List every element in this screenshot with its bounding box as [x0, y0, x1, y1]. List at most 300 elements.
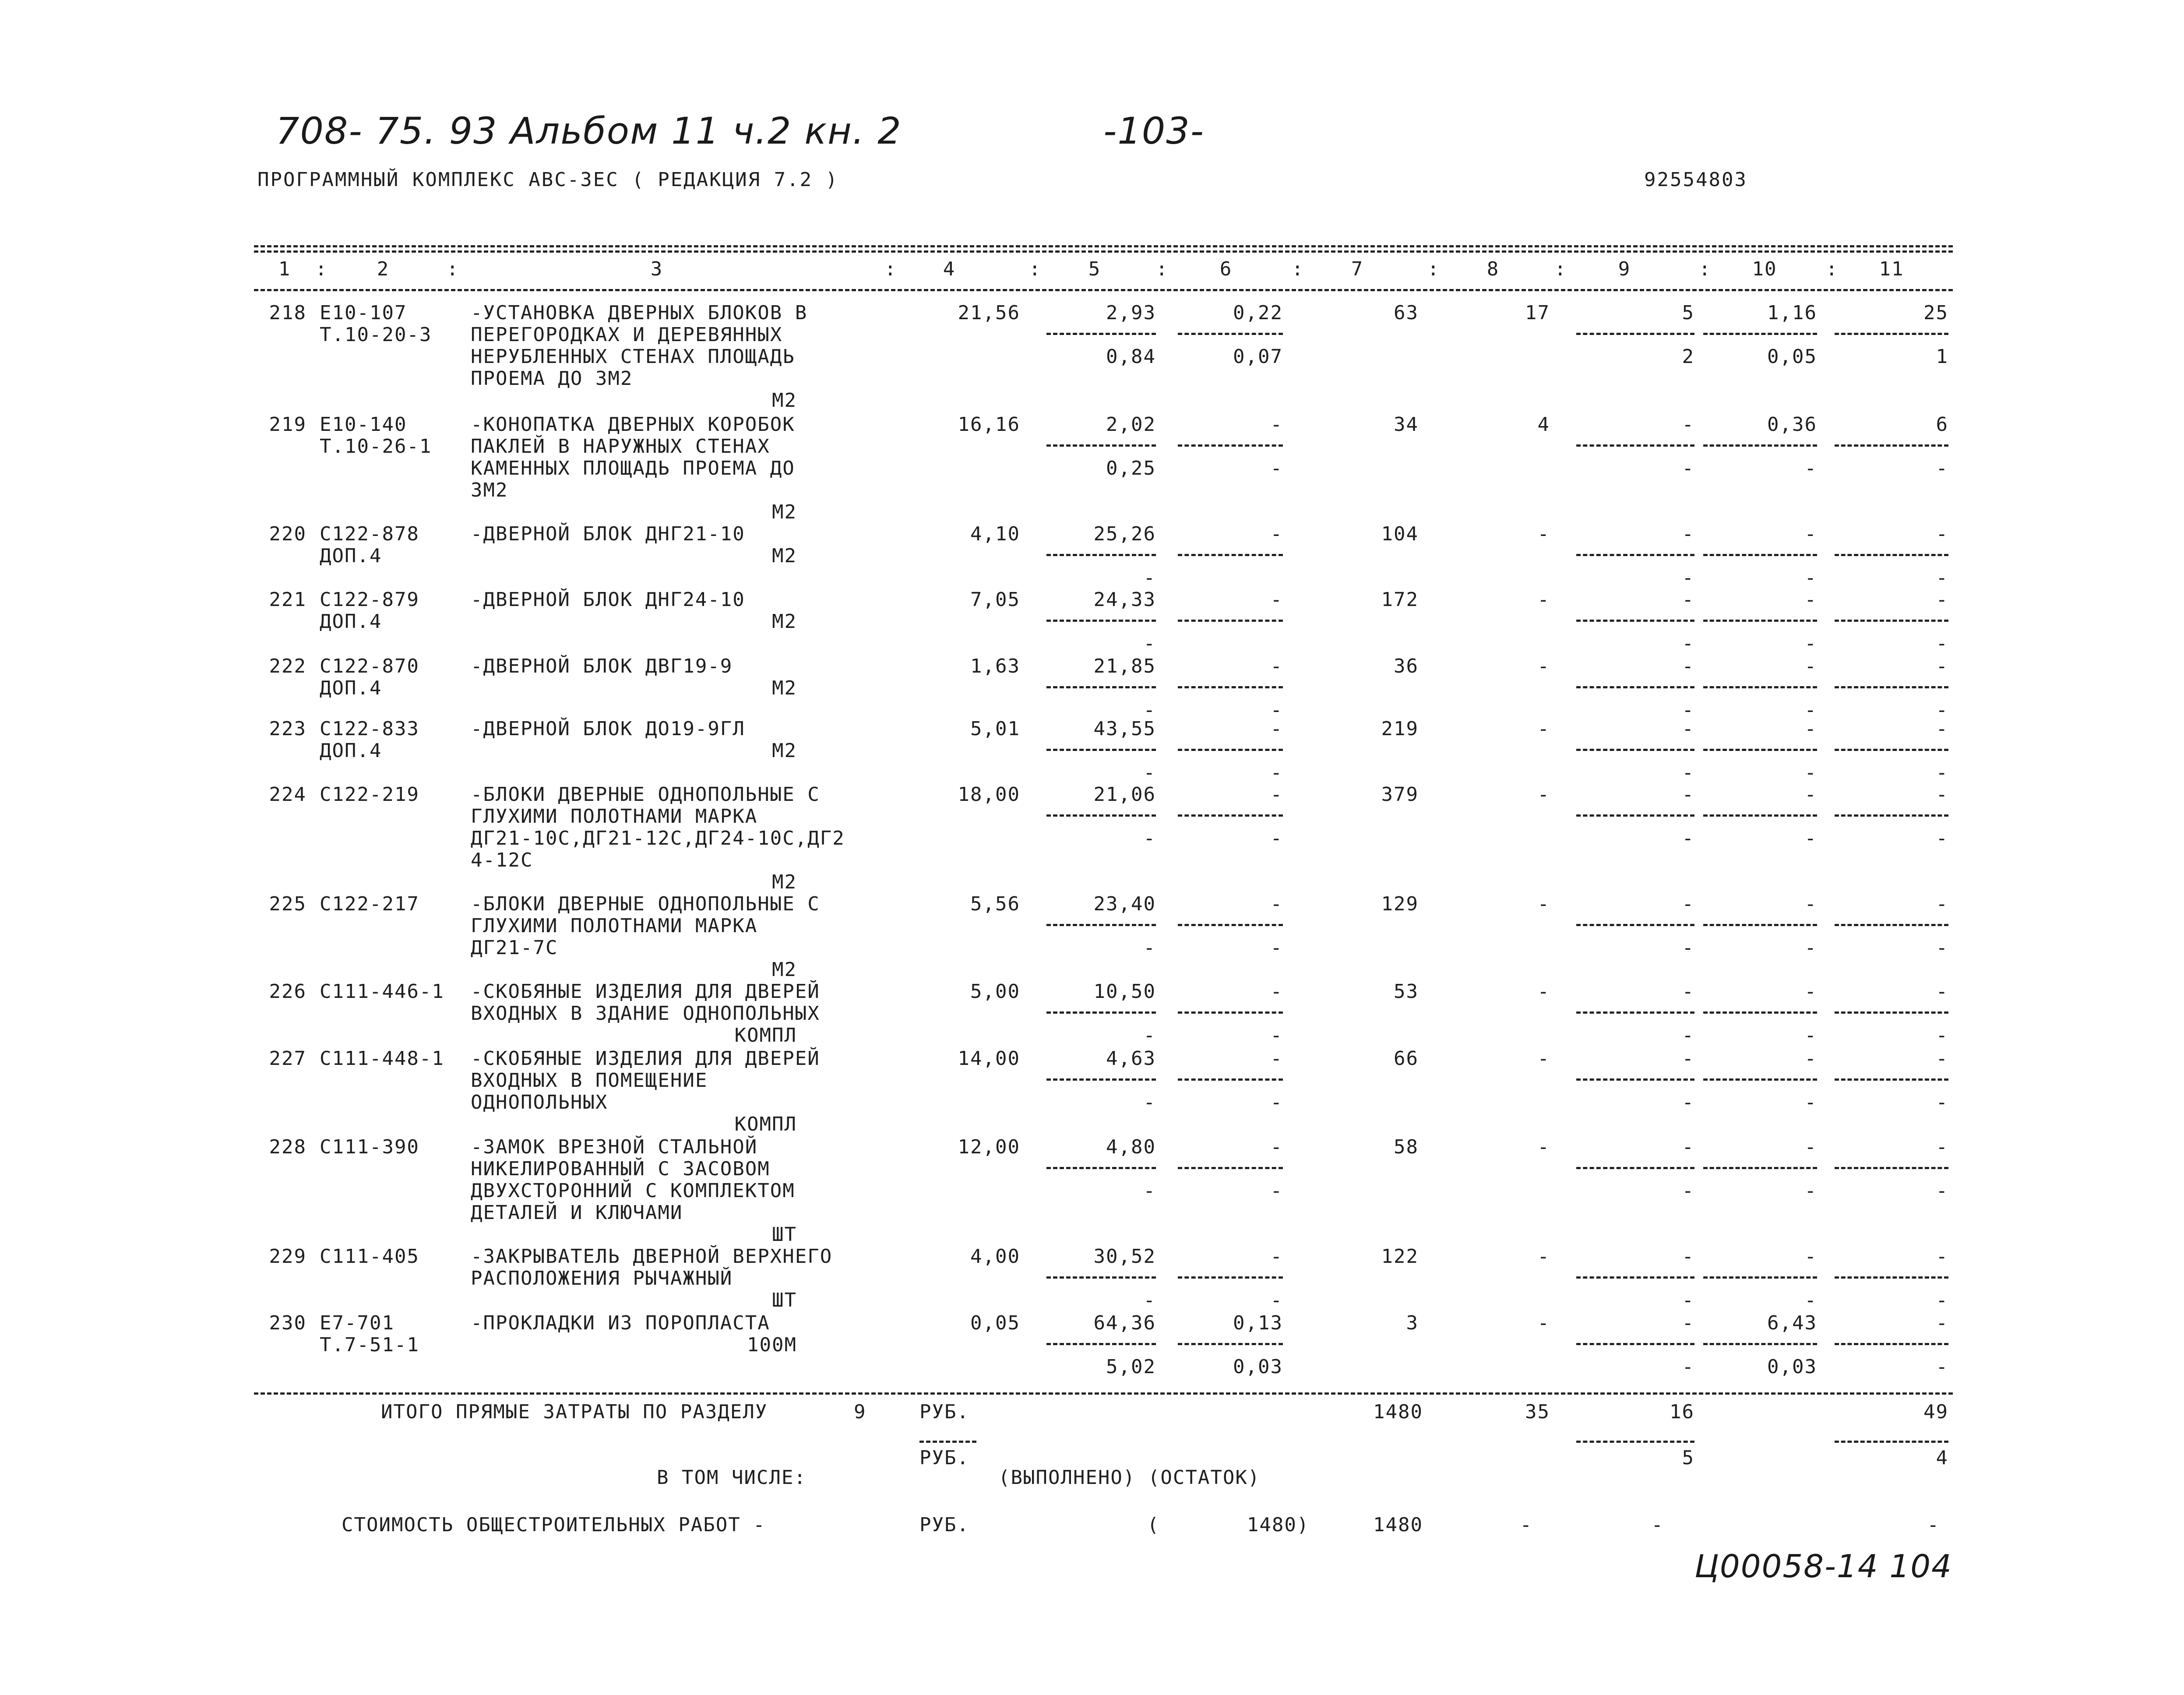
row-code: Т.7-51-1: [320, 1334, 419, 1356]
row-c11-top: 6: [1936, 413, 1948, 436]
cell-divider-dash: [1576, 1343, 1694, 1345]
row-c9-top: -: [1682, 655, 1694, 677]
row-c6-top: -: [1270, 523, 1283, 545]
row-c6-bottom: 0,03: [1233, 1356, 1283, 1378]
column-header-7: 7: [1351, 258, 1364, 280]
cell-divider-dash: [1178, 620, 1283, 622]
row-col8: -: [1537, 718, 1550, 740]
row-c6-top: -: [1270, 1047, 1283, 1070]
row-description: ПЕРЕГОРОДКАХ И ДЕРЕВЯННЫХ: [471, 324, 783, 346]
row-unit: КОМПЛ: [734, 1024, 797, 1047]
row-c5-bottom: -: [1143, 632, 1156, 655]
row-c9-bottom: -: [1682, 699, 1694, 721]
row-c6-top: -: [1270, 655, 1283, 677]
cell-divider-dash: [1703, 924, 1817, 926]
row-c10-top: -: [1804, 655, 1817, 677]
row-code: ДОП.4: [320, 740, 382, 762]
row-c6-top: -: [1270, 718, 1283, 740]
general-construction-paren: ( 1480): [1147, 1514, 1310, 1536]
general-construction-cost-label: СТОИМОСТЬ ОБЩЕСТРОИТЕЛЬНЫХ РАБОТ -: [342, 1514, 766, 1536]
row-c6-bottom: 0,07: [1233, 345, 1283, 368]
row-c6-bottom: -: [1270, 761, 1283, 784]
row-c6-top: 0,13: [1233, 1312, 1283, 1334]
column-header-3: 3: [650, 258, 663, 280]
row-c10-top: -: [1804, 523, 1817, 545]
row-col8: -: [1537, 655, 1550, 677]
cell-divider-dash: [1835, 620, 1948, 622]
cell-divider-dash: [1835, 1078, 1948, 1081]
row-quantity: 4,10: [970, 523, 1020, 545]
row-col7: 379: [1381, 783, 1419, 806]
cell-divider-dash: [1703, 1276, 1817, 1279]
row-unit: М2: [772, 545, 797, 567]
row-c11-top: -: [1936, 1047, 1948, 1070]
row-description: ВХОДНЫХ В ПОМЕЩЕНИЕ: [471, 1069, 708, 1092]
row-code: С122-870: [320, 655, 419, 677]
cell-divider-dash: [1046, 1276, 1156, 1279]
row-code: С122-878: [320, 523, 419, 545]
table-header-bottom-rule: [254, 289, 1953, 291]
column-header-separator: :: [447, 258, 459, 280]
row-c11-top: -: [1936, 1312, 1948, 1334]
row-code: С122-219: [320, 783, 419, 806]
row-col8: 17: [1525, 302, 1550, 324]
row-c6-top: -: [1270, 1245, 1283, 1268]
row-c5-top: 21,85: [1093, 655, 1156, 677]
row-c5-bottom: -: [1143, 1289, 1156, 1311]
row-c9-top: 5: [1682, 302, 1694, 324]
row-c5-top: 4,63: [1106, 1047, 1156, 1070]
row-c11-bottom: -: [1936, 567, 1948, 589]
row-c5-bottom: -: [1143, 937, 1156, 959]
cell-divider-dash: [1576, 620, 1694, 622]
row-quantity: 4,00: [970, 1245, 1020, 1268]
cell-divider-dash: [1046, 620, 1156, 622]
cell-divider-dash: [1835, 686, 1948, 688]
row-c5-bottom: -: [1143, 567, 1156, 589]
cell-divider-dash: [1835, 749, 1948, 751]
cell-divider-dash: [1046, 554, 1156, 556]
row-c11-bottom: -: [1936, 457, 1948, 479]
row-c5-top: 2,93: [1106, 302, 1156, 324]
row-c6-bottom: -: [1270, 937, 1283, 959]
cell-divider-dash: [1046, 924, 1156, 926]
row-c10-top: -: [1804, 1047, 1817, 1070]
general-construction-col9: -: [1651, 1514, 1664, 1536]
row-description: 3М2: [471, 479, 508, 501]
row-c10-bottom: -: [1804, 827, 1817, 849]
row-c11-bottom: -: [1936, 761, 1948, 784]
column-header-separator: :: [1427, 258, 1440, 280]
row-c9-top: -: [1682, 1047, 1694, 1070]
row-c6-bottom: -: [1270, 699, 1283, 721]
row-unit: М2: [772, 677, 797, 699]
row-c9-bottom: -: [1682, 567, 1694, 589]
totals-line2-col11: 4: [1936, 1447, 1948, 1469]
row-c9-bottom: 2: [1682, 345, 1694, 368]
row-quantity: 0,05: [970, 1312, 1020, 1334]
row-c9-top: -: [1682, 1312, 1694, 1334]
row-quantity: 1,63: [970, 655, 1020, 677]
row-quantity: 21,56: [958, 302, 1020, 324]
cell-divider-dash: [1835, 444, 1948, 447]
row-unit: М2: [772, 610, 797, 633]
cell-divider-dash: [1835, 1011, 1948, 1014]
row-c6-top: -: [1270, 783, 1283, 806]
row-c10-bottom: -: [1804, 1180, 1817, 1202]
row-code: С111-446-1: [320, 980, 444, 1003]
row-c11-bottom: -: [1936, 632, 1948, 655]
row-unit: М2: [772, 959, 797, 981]
totals-col8: 35: [1525, 1401, 1550, 1423]
row-code: С111-448-1: [320, 1047, 444, 1070]
row-c11-bottom: -: [1936, 1091, 1948, 1114]
row-description: РАСПОЛОЖЕНИЯ РЫЧАЖНЫЙ: [471, 1267, 733, 1290]
row-c9-bottom: -: [1682, 1356, 1694, 1378]
cell-divider-dash: [1576, 814, 1694, 817]
row-c9-top: -: [1682, 588, 1694, 611]
section-end-rule: [254, 1392, 1953, 1395]
cell-divider-dash: [1178, 749, 1283, 751]
totals-line2-currency: РУБ.: [919, 1447, 969, 1469]
row-col8: -: [1537, 1245, 1550, 1268]
row-c9-bottom: -: [1682, 761, 1694, 784]
row-col7: 58: [1394, 1136, 1419, 1158]
row-unit: М2: [772, 501, 797, 523]
cell-divider-dash: [1046, 814, 1156, 817]
cell-divider-dash: [1178, 814, 1283, 817]
row-c11-top: -: [1936, 1136, 1948, 1158]
row-c6-top: -: [1270, 893, 1283, 915]
row-c5-bottom: -: [1143, 1180, 1156, 1202]
cell-divider-dash: [1835, 814, 1948, 817]
row-c6-bottom: -: [1270, 457, 1283, 479]
row-c11-bottom: -: [1936, 1356, 1948, 1378]
row-code: С122-217: [320, 893, 419, 915]
column-header-2: 2: [377, 258, 390, 280]
row-c9-bottom: -: [1682, 1289, 1694, 1311]
row-col7: 3: [1406, 1312, 1419, 1334]
row-code: С111-390: [320, 1136, 419, 1158]
general-construction-currency: РУБ.: [919, 1514, 969, 1536]
cell-divider-dash: [1178, 1167, 1283, 1169]
row-quantity: 5,56: [970, 893, 1020, 915]
cell-divider-dash: [1178, 1276, 1283, 1279]
row-description: НЕРУБЛЕННЫХ СТЕНАХ ПЛОЩАДЬ: [471, 345, 795, 368]
row-c5-bottom: -: [1143, 761, 1156, 784]
row-description: -ЗАМОК ВРЕЗНОЙ СТАЛЬНОЙ: [471, 1136, 758, 1158]
row-c9-top: -: [1682, 1136, 1694, 1158]
row-number: 219: [269, 413, 306, 436]
row-unit: М2: [772, 871, 797, 893]
row-description: ДВУХСТОРОННИЙ С КОМПЛЕКТОМ: [471, 1180, 795, 1202]
row-c6-top: -: [1270, 413, 1283, 436]
cell-divider-dash: [1046, 749, 1156, 751]
row-code: С122-879: [320, 588, 419, 611]
cell-divider-dash: [1178, 924, 1283, 926]
row-c10-top: -: [1804, 893, 1817, 915]
row-c10-top: -: [1804, 1245, 1817, 1268]
row-unit: ШТ: [772, 1223, 797, 1246]
column-header-separator: :: [884, 258, 897, 280]
column-header-separator: :: [1029, 258, 1042, 280]
row-number: 225: [269, 893, 306, 915]
totals-col11-dash: [1835, 1441, 1948, 1443]
cell-divider-dash: [1703, 1011, 1817, 1014]
row-c11-top: 25: [1923, 302, 1948, 324]
column-header-5: 5: [1088, 258, 1101, 280]
cell-divider-dash: [1046, 686, 1156, 688]
row-col8: -: [1537, 588, 1550, 611]
row-description: ГЛУХИМИ ПОЛОТНАМИ МАРКА: [471, 805, 758, 828]
totals-col11: 49: [1923, 1401, 1948, 1423]
cell-divider-dash: [1835, 1167, 1948, 1169]
row-description: ПАКЛЕЙ В НАРУЖНЫХ СТЕНАХ: [471, 435, 770, 458]
row-c6-top: -: [1270, 588, 1283, 611]
column-header-9: 9: [1618, 258, 1631, 280]
row-c5-bottom: 0,25: [1106, 457, 1156, 479]
row-col7: 122: [1381, 1245, 1419, 1268]
cell-divider-dash: [1576, 1078, 1694, 1081]
row-c6-top: -: [1270, 1136, 1283, 1158]
row-c5-bottom: -: [1143, 699, 1156, 721]
row-unit: М2: [772, 740, 797, 762]
row-number: 221: [269, 588, 306, 611]
row-col7: 172: [1381, 588, 1419, 611]
row-c5-top: 2,02: [1106, 413, 1156, 436]
row-description: -ДВЕРНОЙ БЛОК ДНГ21-10: [471, 523, 745, 545]
row-code: Т.10-26-1: [320, 435, 432, 458]
row-c10-bottom: -: [1804, 1289, 1817, 1311]
cell-divider-dash: [1835, 1276, 1948, 1279]
row-c11-top: -: [1936, 523, 1948, 545]
row-c5-top: 43,55: [1093, 718, 1156, 740]
general-construction-col8: -: [1520, 1514, 1532, 1536]
handwritten-footer-note: Ц00058-14 104: [1694, 1548, 1952, 1585]
cell-divider-dash: [1178, 1011, 1283, 1014]
column-header-4: 4: [943, 258, 956, 280]
row-c9-top: -: [1682, 1245, 1694, 1268]
cell-divider-dash: [1703, 1078, 1817, 1081]
totals-col9: 16: [1670, 1401, 1694, 1423]
row-c11-bottom: -: [1936, 699, 1948, 721]
cell-divider-dash: [1703, 814, 1817, 817]
row-col7: 219: [1381, 718, 1419, 740]
row-col7: 104: [1381, 523, 1419, 545]
row-c5-top: 64,36: [1093, 1312, 1156, 1334]
column-header-separator: :: [1826, 258, 1839, 280]
row-c9-top: -: [1682, 718, 1694, 740]
row-c10-bottom: 0,03: [1767, 1356, 1817, 1378]
cell-divider-dash: [1703, 333, 1817, 335]
row-c10-bottom: 0,05: [1767, 345, 1817, 368]
cell-divider-dash: [1576, 686, 1694, 688]
row-number: 220: [269, 523, 306, 545]
row-c9-bottom: -: [1682, 937, 1694, 959]
row-description: НИКЕЛИРОВАННЫЙ С ЗАСОВОМ: [471, 1158, 770, 1180]
row-c11-top: -: [1936, 783, 1948, 806]
row-number: 218: [269, 302, 306, 324]
row-number: 224: [269, 783, 306, 806]
column-header-separator: :: [1699, 258, 1712, 280]
row-code: ДОП.4: [320, 677, 382, 699]
row-description: ВХОДНЫХ В ЗДАНИЕ ОДНОПОЛЬНЫХ: [471, 1002, 820, 1025]
column-header-1: 1: [278, 258, 291, 280]
row-c5-bottom: -: [1143, 1024, 1156, 1047]
row-c10-bottom: -: [1804, 1091, 1817, 1114]
row-description: -БЛОКИ ДВЕРНЫЕ ОДНОПОЛЬНЫЕ С: [471, 783, 820, 806]
cell-divider-dash: [1835, 1343, 1948, 1345]
row-c11-top: -: [1936, 893, 1948, 915]
cell-divider-dash: [1046, 1167, 1156, 1169]
row-c5-top: 23,40: [1093, 893, 1156, 915]
row-c10-top: -: [1804, 1136, 1817, 1158]
cell-divider-dash: [1046, 1078, 1156, 1081]
row-description: -ДВЕРНОЙ БЛОК ДНГ24-10: [471, 588, 745, 611]
row-c9-top: -: [1682, 980, 1694, 1003]
row-code: Е10-107: [320, 302, 407, 324]
row-description: -ДВЕРНОЙ БЛОК ДО19-9ГЛ: [471, 718, 745, 740]
row-c11-top: -: [1936, 718, 1948, 740]
row-code: ДОП.4: [320, 610, 382, 633]
cell-divider-dash: [1576, 444, 1694, 447]
document-id: 92554803: [1644, 169, 1747, 191]
row-number: 229: [269, 1245, 306, 1268]
row-c10-bottom: -: [1804, 699, 1817, 721]
row-quantity: 12,00: [958, 1136, 1020, 1158]
row-quantity: 14,00: [958, 1047, 1020, 1070]
totals-currency: РУБ.: [919, 1401, 969, 1423]
row-c9-top: -: [1682, 893, 1694, 915]
row-c5-bottom: -: [1143, 827, 1156, 849]
row-unit: М2: [772, 389, 797, 412]
row-col7: 129: [1381, 893, 1419, 915]
row-code: Е10-140: [320, 413, 407, 436]
cell-divider-dash: [1576, 1276, 1694, 1279]
cell-divider-dash: [1835, 554, 1948, 556]
cell-divider-dash: [1576, 554, 1694, 556]
row-c9-bottom: -: [1682, 457, 1694, 479]
row-c9-bottom: -: [1682, 1091, 1694, 1114]
cell-divider-dash: [1178, 554, 1283, 556]
row-quantity: 5,01: [970, 718, 1020, 740]
row-c9-bottom: -: [1682, 827, 1694, 849]
row-c10-top: 0,36: [1767, 413, 1817, 436]
row-col8: -: [1537, 980, 1550, 1003]
row-c6-bottom: -: [1270, 827, 1283, 849]
row-description: ПРОЕМА ДО 3М2: [471, 367, 633, 390]
general-construction-col11: -: [1927, 1514, 1940, 1536]
row-c11-top: -: [1936, 655, 1948, 677]
row-description: -УСТАНОВКА ДВЕРНЫХ БЛОКОВ В: [471, 302, 808, 324]
row-description: -СКОБЯНЫЕ ИЗДЕЛИЯ ДЛЯ ДВЕРЕЙ: [471, 980, 820, 1003]
row-description: 4-12С: [471, 849, 533, 871]
row-c10-bottom: -: [1804, 1024, 1817, 1047]
totals-col9-dash: [1576, 1441, 1694, 1443]
row-c10-bottom: -: [1804, 567, 1817, 589]
row-col7: 36: [1394, 655, 1419, 677]
row-quantity: 5,00: [970, 980, 1020, 1003]
row-quantity: 18,00: [958, 783, 1020, 806]
cell-divider-dash: [1576, 333, 1694, 335]
row-description: -СКОБЯНЫЕ ИЗДЕЛИЯ ДЛЯ ДВЕРЕЙ: [471, 1047, 820, 1070]
row-description: ДГ21-10С,ДГ21-12С,ДГ24-10С,ДГ2: [471, 827, 845, 849]
row-col8: -: [1537, 893, 1550, 915]
cell-divider-dash: [1835, 924, 1948, 926]
totals-section-number: 9: [854, 1401, 867, 1423]
totals-line2-col9: 5: [1682, 1447, 1694, 1469]
row-c6-bottom: -: [1270, 1289, 1283, 1311]
row-c9-top: -: [1682, 523, 1694, 545]
cell-divider-dash: [1178, 686, 1283, 688]
row-description: ДГ21-7С: [471, 937, 558, 959]
page-number: -103-: [1103, 109, 1205, 152]
row-quantity: 16,16: [958, 413, 1020, 436]
general-construction-col7: 1480: [1373, 1514, 1423, 1536]
row-description: ОДНОПОЛЬНЫХ: [471, 1091, 608, 1114]
row-c6-bottom: -: [1270, 1180, 1283, 1202]
cell-divider-dash: [1576, 1011, 1694, 1014]
row-c11-top: -: [1936, 1245, 1948, 1268]
row-description: -БЛОКИ ДВЕРНЫЕ ОДНОПОЛЬНЫЕ С: [471, 893, 820, 915]
cell-divider-dash: [1046, 1011, 1156, 1014]
cell-divider-dash: [1576, 924, 1694, 926]
row-c5-bottom: -: [1143, 1091, 1156, 1114]
row-c5-bottom: 5,02: [1106, 1356, 1156, 1378]
table-top-rule: [254, 245, 1953, 247]
row-c9-bottom: -: [1682, 1180, 1694, 1202]
row-c6-bottom: -: [1270, 1091, 1283, 1114]
row-col7: 63: [1394, 302, 1419, 324]
cell-divider-dash: [1703, 1343, 1817, 1345]
handwritten-doc-code: 708- 75. 93 Альбом 11 ч.2 кн. 2: [276, 109, 902, 152]
row-c10-top: -: [1804, 783, 1817, 806]
cell-divider-dash: [1703, 444, 1817, 447]
cell-divider-dash: [1178, 1343, 1283, 1345]
row-description: -ДВЕРНОЙ БЛОК ДВГ19-9: [471, 655, 733, 677]
cell-divider-dash: [1703, 620, 1817, 622]
row-c10-bottom: -: [1804, 632, 1817, 655]
row-c9-top: -: [1682, 783, 1694, 806]
column-header-8: 8: [1487, 258, 1500, 280]
row-col7: 34: [1394, 413, 1419, 436]
row-col8: -: [1537, 783, 1550, 806]
row-c11-bottom: -: [1936, 1180, 1948, 1202]
row-code: С111-405: [320, 1245, 419, 1268]
column-header-separator: :: [1554, 258, 1567, 280]
row-c9-bottom: -: [1682, 1024, 1694, 1047]
column-header-separator: :: [315, 258, 328, 280]
row-col8: 4: [1537, 413, 1550, 436]
row-code: ДОП.4: [320, 545, 382, 567]
row-quantity: 7,05: [970, 588, 1020, 611]
in-that-number-label: В ТОМ ЧИСЛЕ:: [657, 1466, 807, 1489]
totals-currency-dash: [919, 1441, 976, 1443]
done-rest-label: (ВЫПОЛНЕНО) (ОСТАТОК): [998, 1466, 1261, 1489]
row-description: -ЗАКРЫВАТЕЛЬ ДВЕРНОЙ ВЕРХНЕГО: [471, 1245, 833, 1268]
cell-divider-dash: [1703, 749, 1817, 751]
row-c5-top: 10,50: [1093, 980, 1156, 1003]
row-c10-top: -: [1804, 980, 1817, 1003]
row-number: 222: [269, 655, 306, 677]
cell-divider-dash: [1178, 444, 1283, 447]
row-code: Т.10-20-3: [320, 324, 432, 346]
row-c6-top: -: [1270, 980, 1283, 1003]
row-c11-bottom: -: [1936, 1024, 1948, 1047]
row-col8: -: [1537, 1312, 1550, 1334]
row-c10-bottom: -: [1804, 761, 1817, 784]
totals-col7: 1480: [1373, 1401, 1423, 1423]
